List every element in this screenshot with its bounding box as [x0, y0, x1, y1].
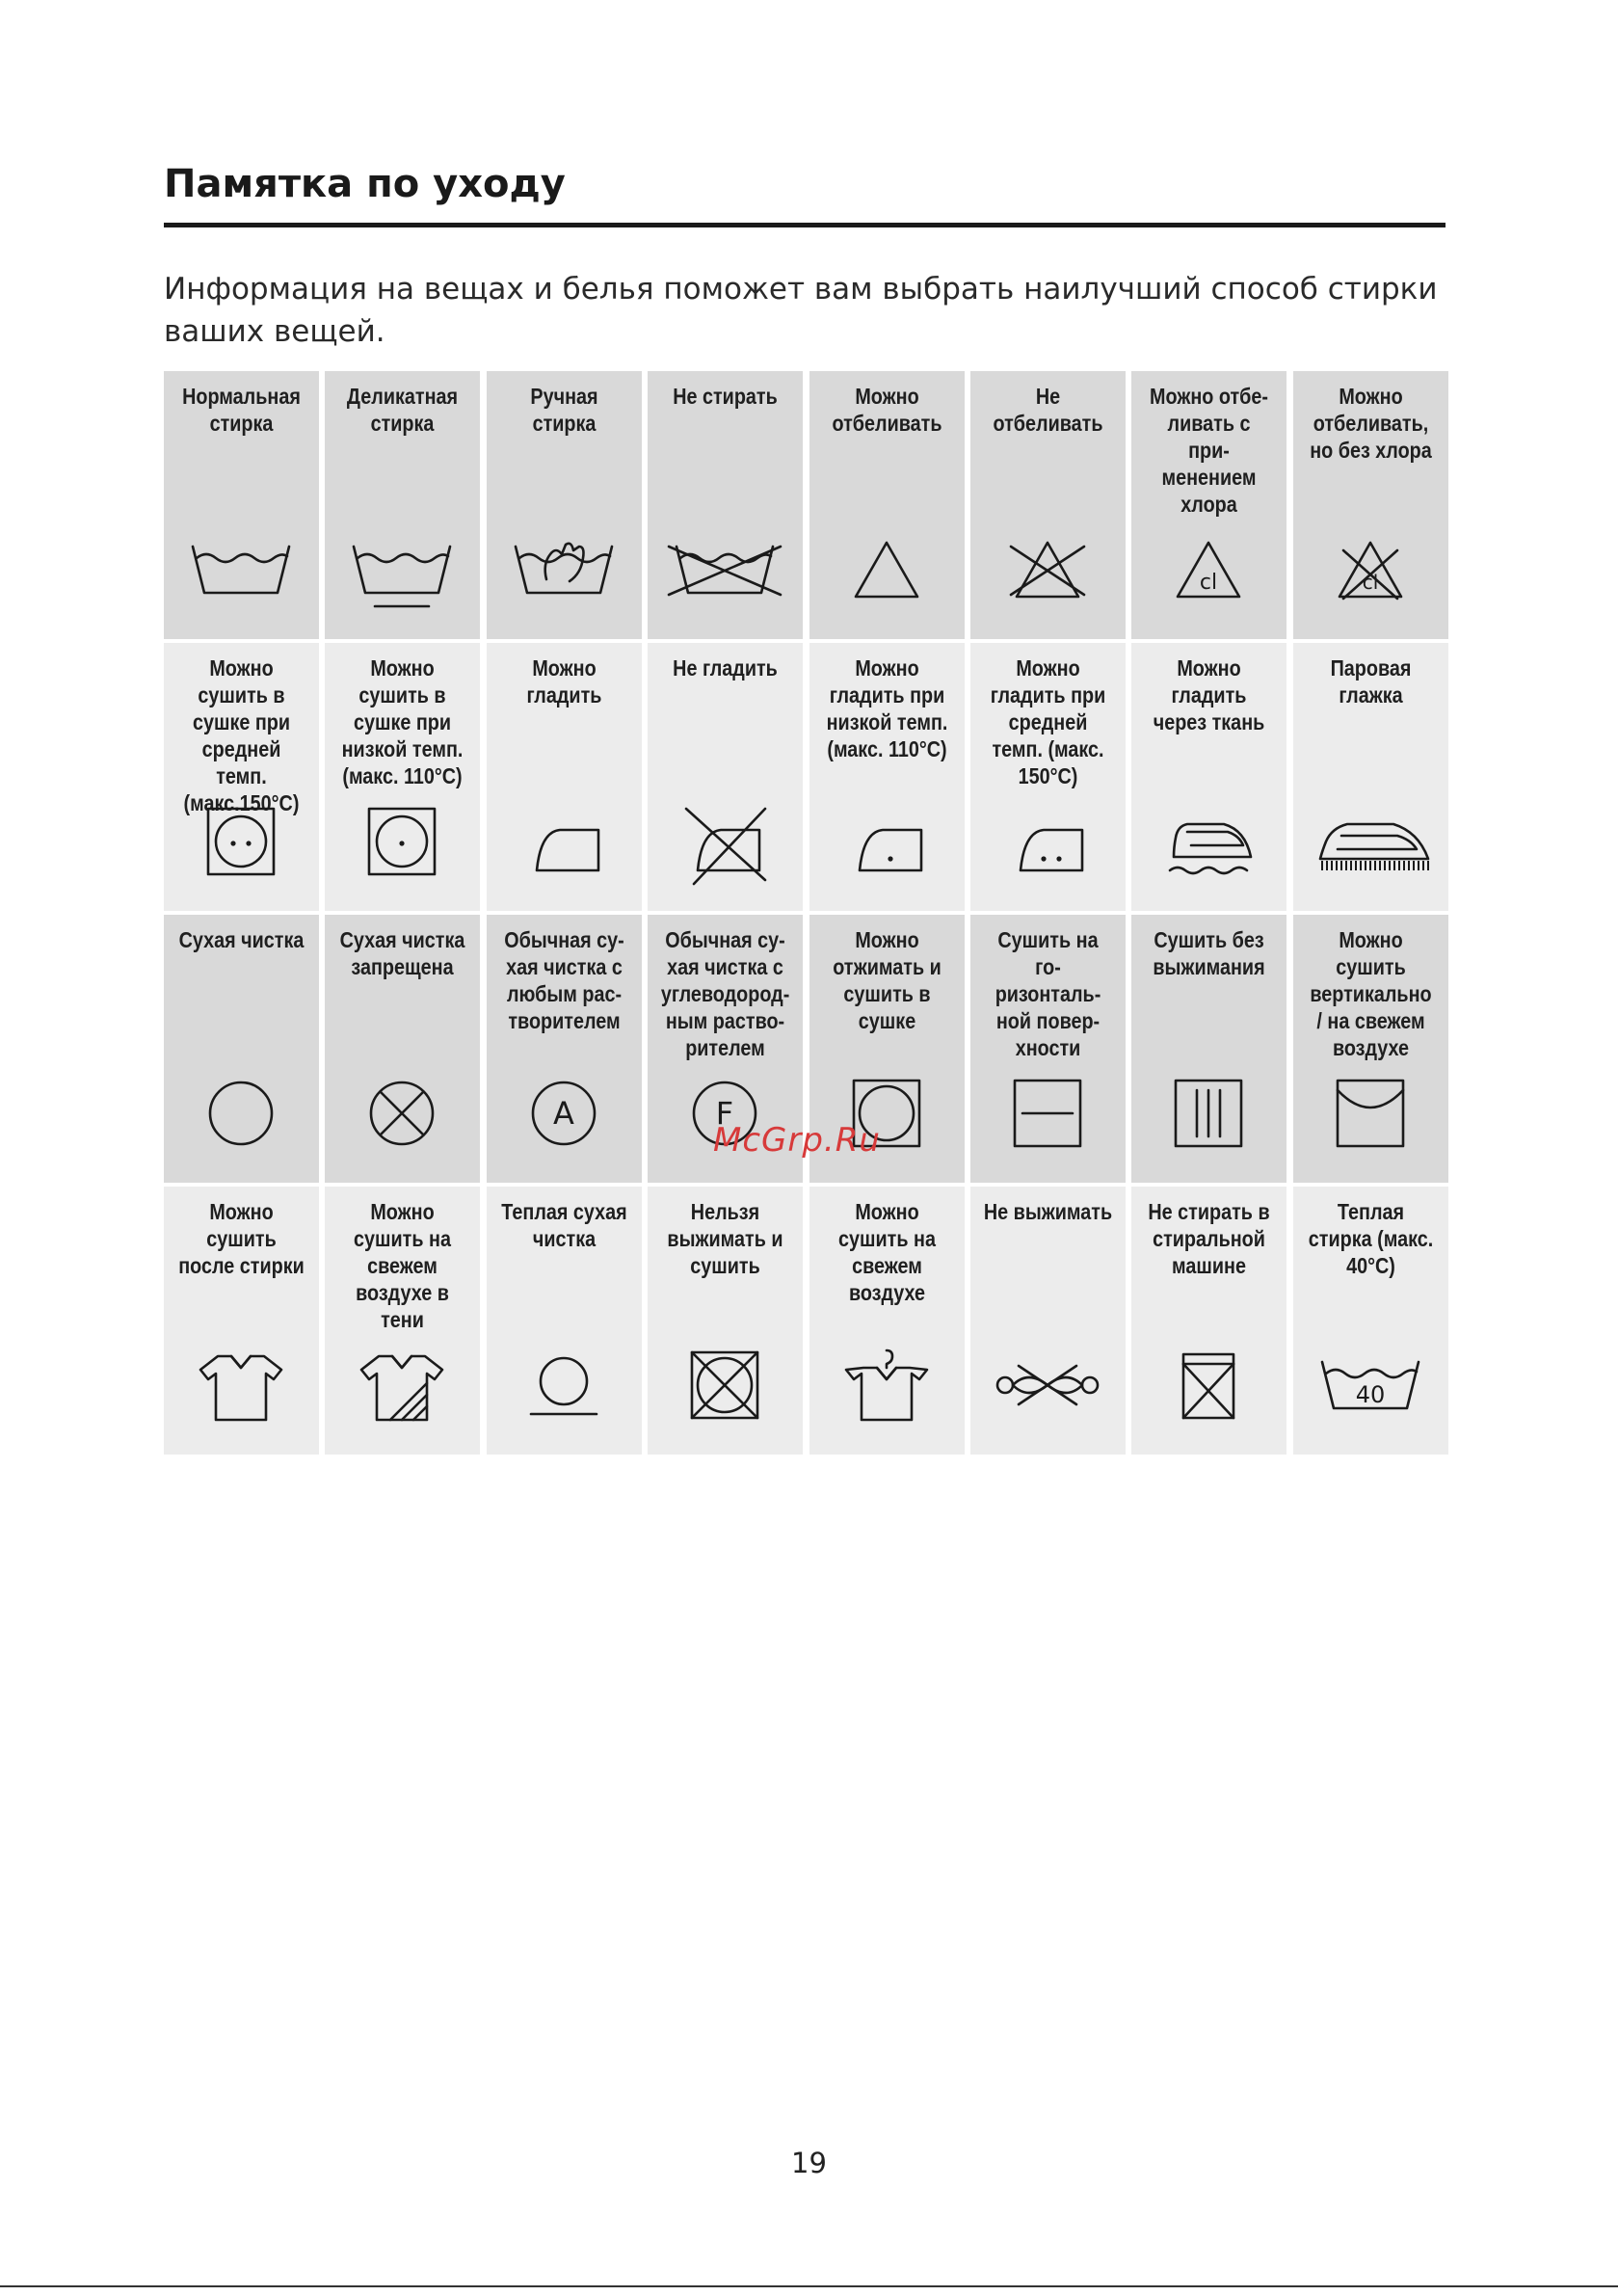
iron-icon — [487, 797, 642, 894]
care-symbol-label: Можно гладить при низкой темп. (макс. 110°С) — [826, 655, 948, 761]
hanger-dry-icon — [809, 1341, 965, 1437]
care-symbol-label: Можно отбеливать, но без хлора — [1310, 384, 1432, 463]
care-symbol-cell — [487, 915, 642, 1183]
care-symbol-cell — [325, 1187, 480, 1455]
care-symbol-cell — [325, 371, 480, 639]
iron-medium-icon — [970, 797, 1126, 894]
care-symbol-label: Сухая чистка — [178, 927, 305, 952]
drip-dry-icon — [1131, 1069, 1286, 1165]
care-symbol-label: Можно сушить в сушке при низкой темп. (макс. 110°С) — [341, 655, 464, 788]
care-symbol-label: Теплая сухая чистка — [501, 1199, 627, 1251]
care-symbol-label: Не выжимать — [983, 1199, 1113, 1224]
title-divider — [164, 223, 1446, 227]
care-symbol-label: Можно сушить вертикально / на свежем воздухе — [1310, 927, 1432, 1060]
care-symbol-cell — [809, 643, 965, 911]
do-not-wring-dry-icon — [648, 1341, 803, 1437]
do-not-iron-icon — [648, 797, 803, 894]
dry-flat-icon — [970, 1069, 1126, 1165]
care-symbol-cell — [164, 915, 319, 1183]
care-symbol-cell — [164, 371, 319, 639]
care-symbol-label: Не стирать в стиральной машине — [1148, 1199, 1270, 1278]
wash-delicate-icon — [325, 525, 480, 622]
care-symbol-label: Можно гладить — [526, 655, 602, 707]
do-not-bleach-icon — [970, 525, 1126, 622]
care-symbol-cell — [487, 643, 642, 911]
care-symbol-label: Не гладить — [673, 655, 779, 681]
tumble-dry-medium-icon — [164, 797, 319, 894]
care-symbol-label: Можно отжимать и сушить в сушке — [832, 927, 942, 1033]
bleach-icon — [809, 525, 965, 622]
care-symbol-mark-text: F — [715, 1095, 734, 1132]
care-symbol-mark-text: cl — [1362, 571, 1379, 594]
care-symbol-label: Можно сушить на свежем воздухе — [837, 1199, 936, 1305]
non-chlorine-bleach-icon — [1293, 525, 1448, 622]
care-symbol-cell — [487, 1187, 642, 1455]
shirt-dry-icon — [164, 1341, 319, 1437]
care-symbol-cell — [1131, 643, 1286, 911]
do-not-wash-icon — [648, 525, 803, 622]
care-symbol-label: Не стирать — [673, 384, 778, 409]
care-symbol-label: Можно гладить через ткань — [1154, 655, 1265, 734]
hand-wash-icon — [487, 525, 642, 622]
care-symbol-label: Можно сушить на свежем воздухе в тени — [354, 1199, 452, 1332]
shirt-shade-dry-icon — [325, 1341, 480, 1437]
care-symbol-cell — [1293, 1187, 1448, 1455]
care-symbol-cell — [809, 1187, 965, 1455]
care-symbol-label: Можно гладить при средней темп. (макс. 150°С) — [990, 655, 1106, 788]
care-symbol-label: Паровая глажка — [1330, 655, 1412, 707]
care-symbol-cell — [325, 643, 480, 911]
care-symbol-mark-text: cl — [1200, 571, 1218, 595]
page-title: Памятка по уходу — [164, 162, 566, 206]
care-symbol-cell — [970, 1187, 1126, 1455]
care-symbol-label: Обычная су-хая чистка с любым рас-творителем — [504, 927, 624, 1033]
care-symbol-cell — [970, 371, 1126, 639]
care-symbol-label: Сушить на го-ризонталь-ной повер-хности — [995, 927, 1101, 1060]
care-symbol-cell — [1293, 915, 1448, 1183]
care-symbol-cell — [1131, 371, 1286, 639]
care-symbol-cell — [809, 371, 965, 639]
do-not-dry-clean-icon — [325, 1069, 480, 1165]
care-symbol-label: Можно отбе-ливать с при-менением хлора — [1150, 384, 1269, 517]
care-symbol-cell — [648, 1187, 803, 1455]
bottom-divider — [0, 2285, 1618, 2287]
care-symbol-cell — [970, 915, 1126, 1183]
care-symbol-label: Можно отбеливать — [832, 384, 942, 436]
care-symbol-cell — [487, 371, 642, 639]
iron-low-icon — [809, 797, 965, 894]
care-symbol-label: Ручная стирка — [530, 384, 598, 436]
care-symbols-table — [164, 371, 1446, 1456]
care-symbol-label: Обычная су-хая чистка с углеводород-ным раство-рителем — [661, 927, 790, 1060]
care-symbol-label: Можно сушить в сушке при средней темп. (макс.150°С) — [183, 655, 300, 815]
chlorine-bleach-icon — [1131, 525, 1286, 622]
wash-40-icon — [1293, 1341, 1448, 1437]
care-symbol-cell — [648, 643, 803, 911]
page-number: 19 — [791, 2147, 827, 2179]
care-symbol-cell — [1293, 643, 1448, 911]
dry-clean-icon — [164, 1069, 319, 1165]
care-symbol-cell — [970, 643, 1126, 911]
watermark: McGrp.Ru — [713, 1121, 881, 1160]
care-symbol-cell — [1131, 1187, 1286, 1455]
care-symbol-cell — [1293, 371, 1448, 639]
care-symbol-cell — [164, 1187, 319, 1455]
warm-dry-clean-icon — [487, 1341, 642, 1437]
care-symbol-label: Нормальная стирка — [182, 384, 301, 436]
do-not-wring-icon — [970, 1341, 1126, 1437]
care-symbol-cell — [164, 643, 319, 911]
care-symbol-label: Не отбеливать — [993, 384, 1103, 436]
care-symbol-mark-text: A — [552, 1095, 574, 1132]
care-symbol-mark-text: 40 — [1355, 1381, 1386, 1408]
steam-iron-icon — [1293, 797, 1448, 894]
line-dry-icon — [1293, 1069, 1448, 1165]
care-symbol-cell — [1131, 915, 1286, 1183]
care-symbol-label: Теплая стирка (макс. 40°С) — [1308, 1199, 1434, 1278]
iron-through-cloth-icon — [1131, 797, 1286, 894]
care-symbol-label: Нельзя выжимать и сушить — [667, 1199, 783, 1278]
care-symbol-label: Сушить без выжимания — [1153, 927, 1266, 979]
dry-clean-any-solvent-icon — [487, 1069, 642, 1165]
care-symbol-label: Сухая чистка запрещена — [339, 927, 465, 979]
tumble-dry-low-icon — [325, 797, 480, 894]
care-symbol-cell — [648, 371, 803, 639]
care-symbol-label: Можно сушить после стирки — [178, 1199, 305, 1278]
no-machine-wash-icon — [1131, 1341, 1286, 1437]
care-symbol-label: Деликатная стирка — [347, 384, 459, 436]
wash-normal-icon — [164, 525, 319, 622]
intro-paragraph: Информация на вещах и белья поможет вам выбрать наилучший способ стирки ваших вещей. — [164, 272, 1438, 349]
care-symbol-cell — [325, 915, 480, 1183]
